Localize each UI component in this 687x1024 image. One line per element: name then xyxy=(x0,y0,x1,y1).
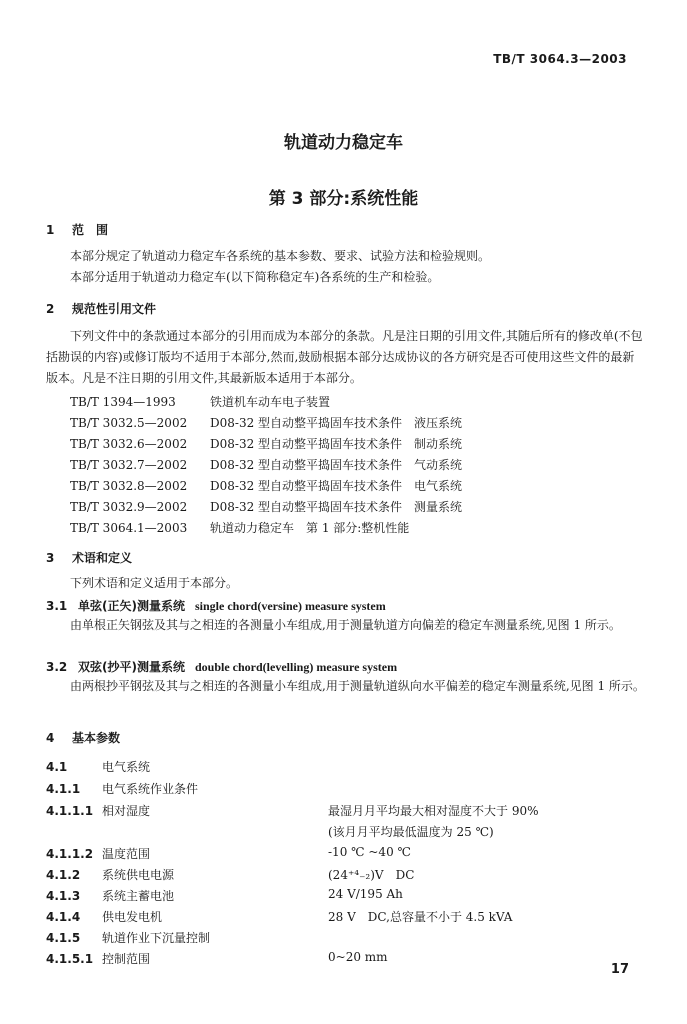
term-3-2: 3.2 双弦(抄平)测量系统 double chord(levelling) measure system xyxy=(46,660,398,674)
reference-item: TB/T 3032.8—2002 D08-32 型自动整平捣固车技术条件 电气系统 xyxy=(70,479,463,493)
reference-item: TB/T 3032.6—2002 D08-32 型自动整平捣固车技术条件 制动系统 xyxy=(70,437,463,451)
param-row: 4.1.4 供电发电机 28 V DC,总容量不小于 4.5 kVA xyxy=(46,910,513,924)
section-4-heading: 4 基本参数 xyxy=(46,731,121,745)
param-row: 4.1.1 电气系统作业条件 xyxy=(46,782,199,796)
section-1-paragraph-1: 本部分规定了轨道动力稳定车各系统的基本参数、要求、试验方法和检验规则。 xyxy=(70,249,491,263)
param-row: 4.1 电气系统 xyxy=(46,760,151,774)
term-3-1-definition: 由单根正矢钢弦及其与之相连的各测量小车组成,用于测量轨道方向偏差的稳定车测量系统,见图 1 所示。 xyxy=(70,618,621,632)
document-title: 轨道动力稳定车 xyxy=(284,133,403,153)
param-row: 4.1.5.1 控制范围 0~20 mm xyxy=(46,950,388,966)
reference-item: TB/T 3032.5—2002 D08-32 型自动整平捣固车技术条件 液压系统 xyxy=(70,416,463,430)
reference-item: TB/T 3032.9—2002 D08-32 型自动整平捣固车技术条件 测量系统 xyxy=(70,500,463,514)
param-row: 4.1.2 系统供电电源 (24⁺⁴₋₂)V DC xyxy=(46,868,415,882)
section-1-paragraph-2: 本部分适用于轨道动力稳定车(以下简称稳定车)各系统的生产和检验。 xyxy=(70,270,440,284)
reference-item: TB/T 3032.7—2002 D08-32 型自动整平捣固车技术条件 气动系统 xyxy=(70,458,463,472)
param-row: 4.1.3 系统主蓄电池 24 V/195 Ah xyxy=(46,887,403,903)
section-1-heading: 1 范 围 xyxy=(46,223,109,237)
term-3-1: 3.1 单弦(正矢)测量系统 single chord(versine) measure system xyxy=(46,599,386,613)
section-3-intro: 下列术语和定义适用于本部分。 xyxy=(70,576,239,590)
section-2-heading: 2 规范性引用文件 xyxy=(46,302,157,316)
reference-item: TB/T 3064.1—2003 轨道动力稳定车 第 1 部分:整机性能 xyxy=(70,521,410,535)
param-row: 4.1.1.1 相对湿度 最湿月月平均最大相对湿度不大于 90% xyxy=(46,804,539,818)
section-3-heading: 3 术语和定义 xyxy=(46,551,133,565)
section-2-paragraph: 下列文件中的条款通过本部分的引用而成为本部分的条款。凡是注日期的引用文件,其随后所有的修改单(不包括勘误的内容)或修订版均不适用于本部分,然而,鼓励根据本部分达成协议的各方研究是否可使用这些文件的最新版本。凡是不注日期的引用文件,其最新版本适用于本部分。 xyxy=(46,329,643,385)
term-3-2-definition: 由两根抄平钢弦及其与之相连的各测量小车组成,用于测量轨道纵向水平偏差的稳定车测量系统,见图 1 所示。 xyxy=(70,679,645,693)
param-row: 4.1.5 轨道作业下沉量控制 xyxy=(46,931,211,945)
page-number: 17 xyxy=(610,962,629,977)
document-subtitle: 第 3 部分:系统性能 xyxy=(268,189,419,209)
reference-item: TB/T 1394—1993 铁道机车动车电子装置 xyxy=(70,395,331,409)
param-row: (该月月平均最低温度为 25 ℃) xyxy=(328,825,494,839)
standard-code: TB/T 3064.3—2003 xyxy=(493,52,627,66)
param-row: 4.1.1.2 温度范围 -10 ℃ ~40 ℃ xyxy=(46,845,411,861)
